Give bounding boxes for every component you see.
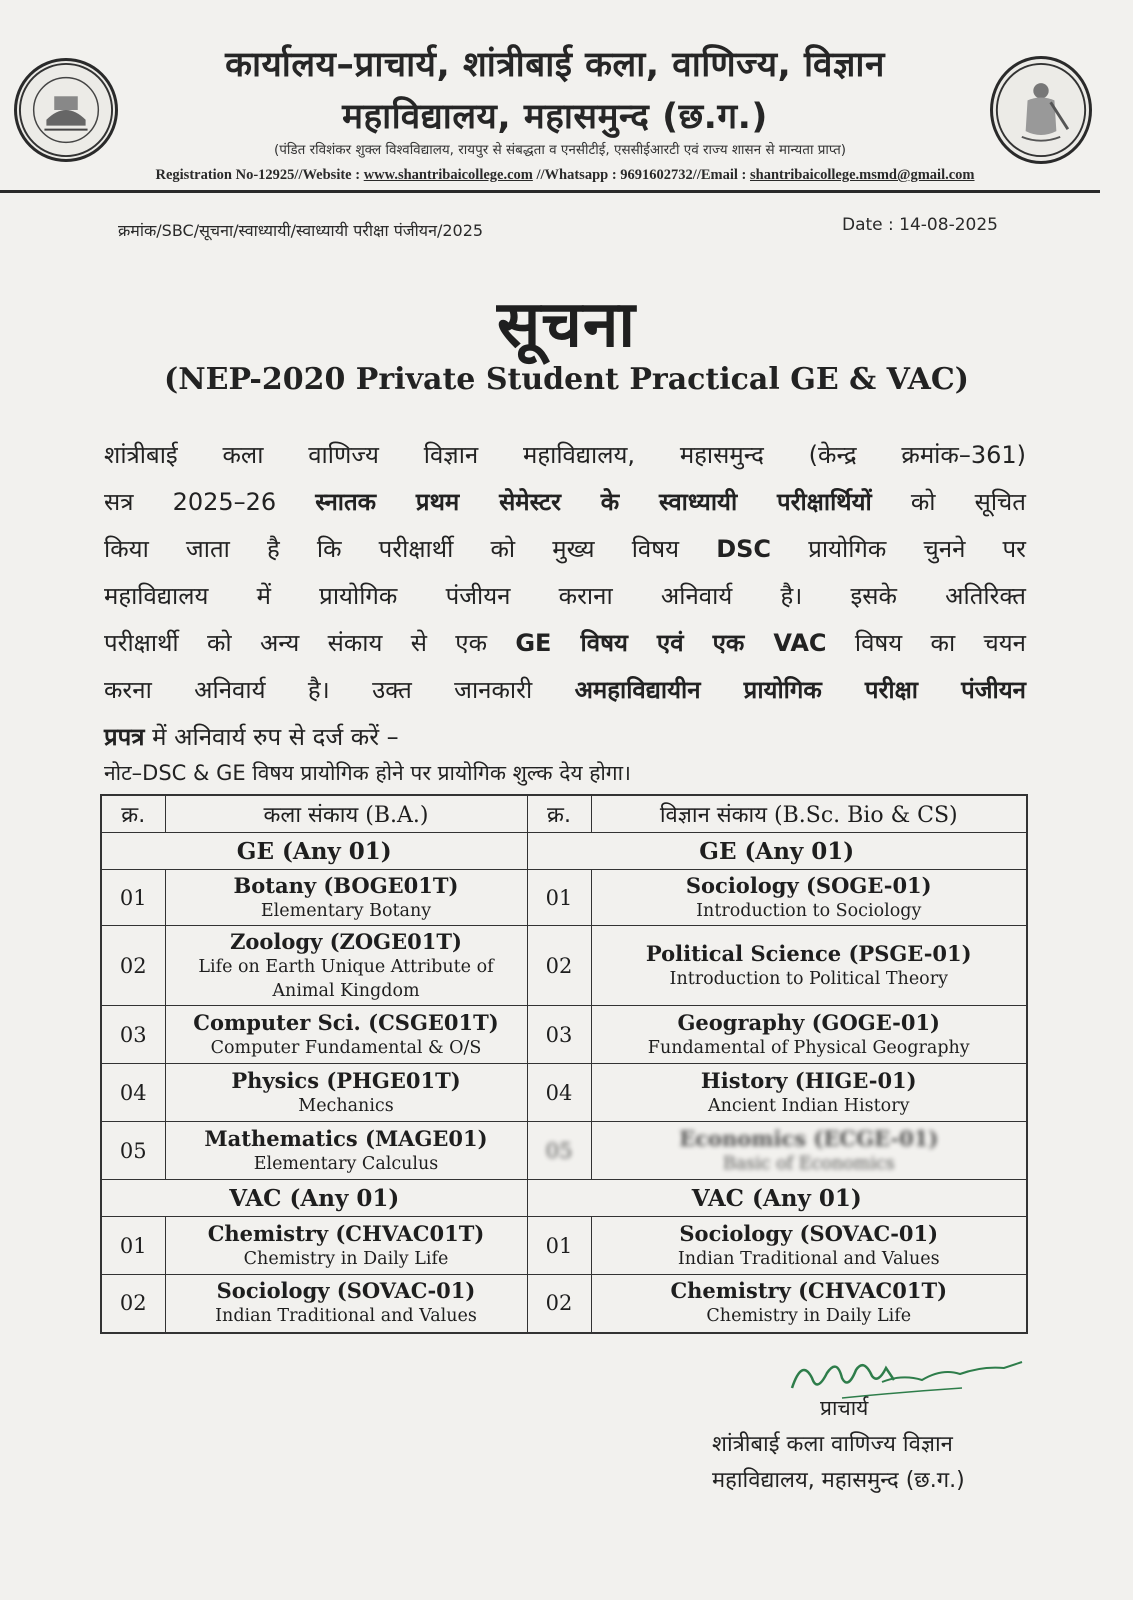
subject-name: Economics (ECGE-01) [679, 1125, 939, 1151]
subject-name: Computer Sci. (CSGE01T) [193, 1009, 499, 1035]
body-line: प्रपत्र में अनिवार्य रुप से दर्ज करें – [104, 723, 399, 751]
subject-description: Indian Traditional and Values [215, 1306, 477, 1327]
notice-body [104, 432, 1026, 761]
notice-title: सूचना [497, 288, 636, 362]
subject-name: Sociology (SOGE-01) [685, 872, 932, 898]
serial-number: 01 [527, 1217, 591, 1275]
signatory-line2: महाविद्यालय, महासमुन्द (छ.ग.) [712, 1468, 965, 1493]
ge-group-label: GE (Any 01) [101, 833, 527, 870]
body-line: महाविद्यालय में प्रायोगिक पंजीयन कराना अनिवार्य है। इसके अतिरिक्त [104, 582, 1026, 610]
notice-date: Date : 14-08-2025 [842, 215, 998, 235]
subject-name: Botany (BOGE01T) [233, 872, 459, 898]
subject-description: Elementary Botany [260, 900, 432, 921]
serial-header: क्र. [101, 795, 165, 833]
serial-number: 05 [527, 1122, 591, 1180]
subject-description: Indian Traditional and Values [677, 1248, 940, 1269]
table-row [101, 870, 1027, 926]
arts-faculty-header: कला संकाय (B.A.) [165, 795, 527, 833]
subject-description: Ancient Indian History [708, 1095, 910, 1116]
subject-description: Computer Fundamental & O/S [210, 1037, 482, 1058]
subject-name: Geography (GOGE-01) [677, 1009, 940, 1035]
subject-name: Sociology (SOVAC-01) [679, 1220, 939, 1246]
subject-description: Elementary Calculus [253, 1153, 439, 1174]
subjects-table [100, 794, 1028, 1334]
science-subject-cell [591, 1217, 1027, 1275]
table-row [101, 1064, 1027, 1122]
arts-subject-cell [165, 926, 527, 1006]
serial-number: 02 [101, 926, 165, 1006]
subject-description: Mechanics [298, 1095, 394, 1116]
arts-subject-cell [165, 1006, 527, 1064]
serial-number: 04 [101, 1064, 165, 1122]
body-line: शांत्रीबाई कला वाणिज्य विज्ञान महाविद्यालय, महासमुन्द (केन्द्र क्रमांक–361) [104, 441, 1026, 469]
subject-name: Zoology (ZOGE01T) [230, 928, 462, 954]
vac-group-label: VAC (Any 01) [527, 1180, 1027, 1217]
science-subject-cell [591, 1006, 1027, 1064]
body-line: सत्र 2025–26 स्नातक प्रथम सेमेस्टर के स्वाध्यायी परीक्षार्थियों को सूचित [104, 488, 1026, 516]
subject-description: Introduction to Political Theory [669, 968, 948, 989]
registration-contact-line [60, 167, 1070, 184]
serial-number: 03 [101, 1006, 165, 1064]
arts-subject-cell [165, 1275, 527, 1333]
serial-number: 02 [527, 1275, 591, 1333]
subject-description: Fundamental of Physical Geography [647, 1037, 970, 1058]
body-line: किया जाता है कि परीक्षार्थी को मुख्य विषय DSC प्रायोगिक चुनने पर [104, 535, 1026, 563]
subject-name: Chemistry (CHVAC01T) [207, 1220, 485, 1246]
body-line: परीक्षार्थी को अन्य संकाय से एक GE विषय एवं एक VAC विषय का चयन [104, 629, 1026, 657]
subject-description: Introduction to Sociology [696, 900, 922, 921]
notice-subtitle: (NEP-2020 Private Student Practical GE & VAC) [164, 362, 969, 397]
subject-description: Basic of Economics [722, 1153, 895, 1174]
vac-group-label: VAC (Any 01) [101, 1180, 527, 1217]
arts-subject-cell [165, 870, 527, 926]
college-name-line2: महाविद्यालय, महासमुन्द (छ.ग.) [342, 97, 768, 137]
science-subject-cell [591, 1064, 1027, 1122]
registration-text: Registration No-12925//Website : [155, 167, 364, 183]
serial-number: 01 [101, 870, 165, 926]
science-subject-cell [591, 1122, 1027, 1180]
serial-number: 02 [527, 926, 591, 1006]
arts-subject-cell [165, 1064, 527, 1122]
subject-name: History (HIGE-01) [700, 1067, 917, 1093]
science-faculty-header: विज्ञान संकाय (B.Sc. Bio & CS) [591, 795, 1027, 833]
subject-name: Mathematics (MAGE01) [204, 1125, 488, 1151]
email-link[interactable]: shantribaicollege.msmd@gmail.com [749, 167, 975, 183]
serial-number: 01 [527, 870, 591, 926]
arts-subject-cell [165, 1122, 527, 1180]
science-subject-cell [591, 926, 1027, 1006]
subject-name: Chemistry (CHVAC01T) [670, 1278, 948, 1304]
serial-number: 03 [527, 1006, 591, 1064]
serial-number: 04 [527, 1064, 591, 1122]
body-line: करना अनिवार्य है। उक्त जानकारी अमहाविद्यायीन प्रायोगिक परीक्षा पंजीयन [104, 676, 1027, 704]
college-name-line1: कार्यालय–प्राचार्य, शांत्रीबाई कला, वाणिज्य, विज्ञान [225, 45, 885, 85]
fee-note: नोट–DSC & GE विषय प्रायोगिक होने पर प्रायोगिक शुल्क देय होगा। [104, 761, 632, 785]
serial-header: क्र. [527, 795, 591, 833]
table-row [101, 1006, 1027, 1064]
table-row [101, 1217, 1027, 1275]
science-subject-cell [591, 870, 1027, 926]
ge-group-label: GE (Any 01) [527, 833, 1027, 870]
whatsapp-text: //Whatsapp : 9691602732//Email : [532, 167, 750, 183]
ge-group-row [101, 833, 1027, 870]
arts-subject-cell [165, 1217, 527, 1275]
subject-name: Physics (PHGE01T) [231, 1067, 461, 1093]
subject-description: Chemistry in Daily Life [243, 1248, 449, 1269]
affiliation-text: (पंडित रविशंकर शुक्ल विश्वविद्यालय, रायपुर से संबद्धता व एनसीटीई, एससीईआरटी एवं राज्य शासन से मान्यता प्राप्त) [273, 142, 847, 158]
header-divider [0, 190, 1100, 193]
table-row [101, 1122, 1027, 1180]
table-header-row [101, 795, 1027, 833]
table-row [101, 926, 1027, 1006]
serial-number: 05 [101, 1122, 165, 1180]
serial-number: 01 [101, 1217, 165, 1275]
subject-description: Life on Earth Unique Attribute of Animal Kingdom [198, 956, 494, 1001]
college-seal-logo [14, 58, 118, 162]
subject-name: Sociology (SOVAC-01) [216, 1278, 476, 1304]
principal-title: प्राचार्य [820, 1396, 869, 1420]
subject-description: Chemistry in Daily Life [706, 1306, 912, 1327]
serial-number: 02 [101, 1275, 165, 1333]
vac-group-row [101, 1180, 1027, 1217]
subject-name: Political Science (PSGE-01) [645, 940, 972, 966]
saraswati-emblem-logo [990, 56, 1092, 164]
signatory-line1: शांत्रीबाई कला वाणिज्य विज्ञान [712, 1432, 953, 1457]
reference-number: क्रमांक/SBC/सूचना/स्वाध्यायी/स्वाध्यायी परीक्षा पंजीयन/2025 [118, 221, 484, 240]
website-link[interactable]: www.shantribaicollege.com [363, 167, 533, 183]
